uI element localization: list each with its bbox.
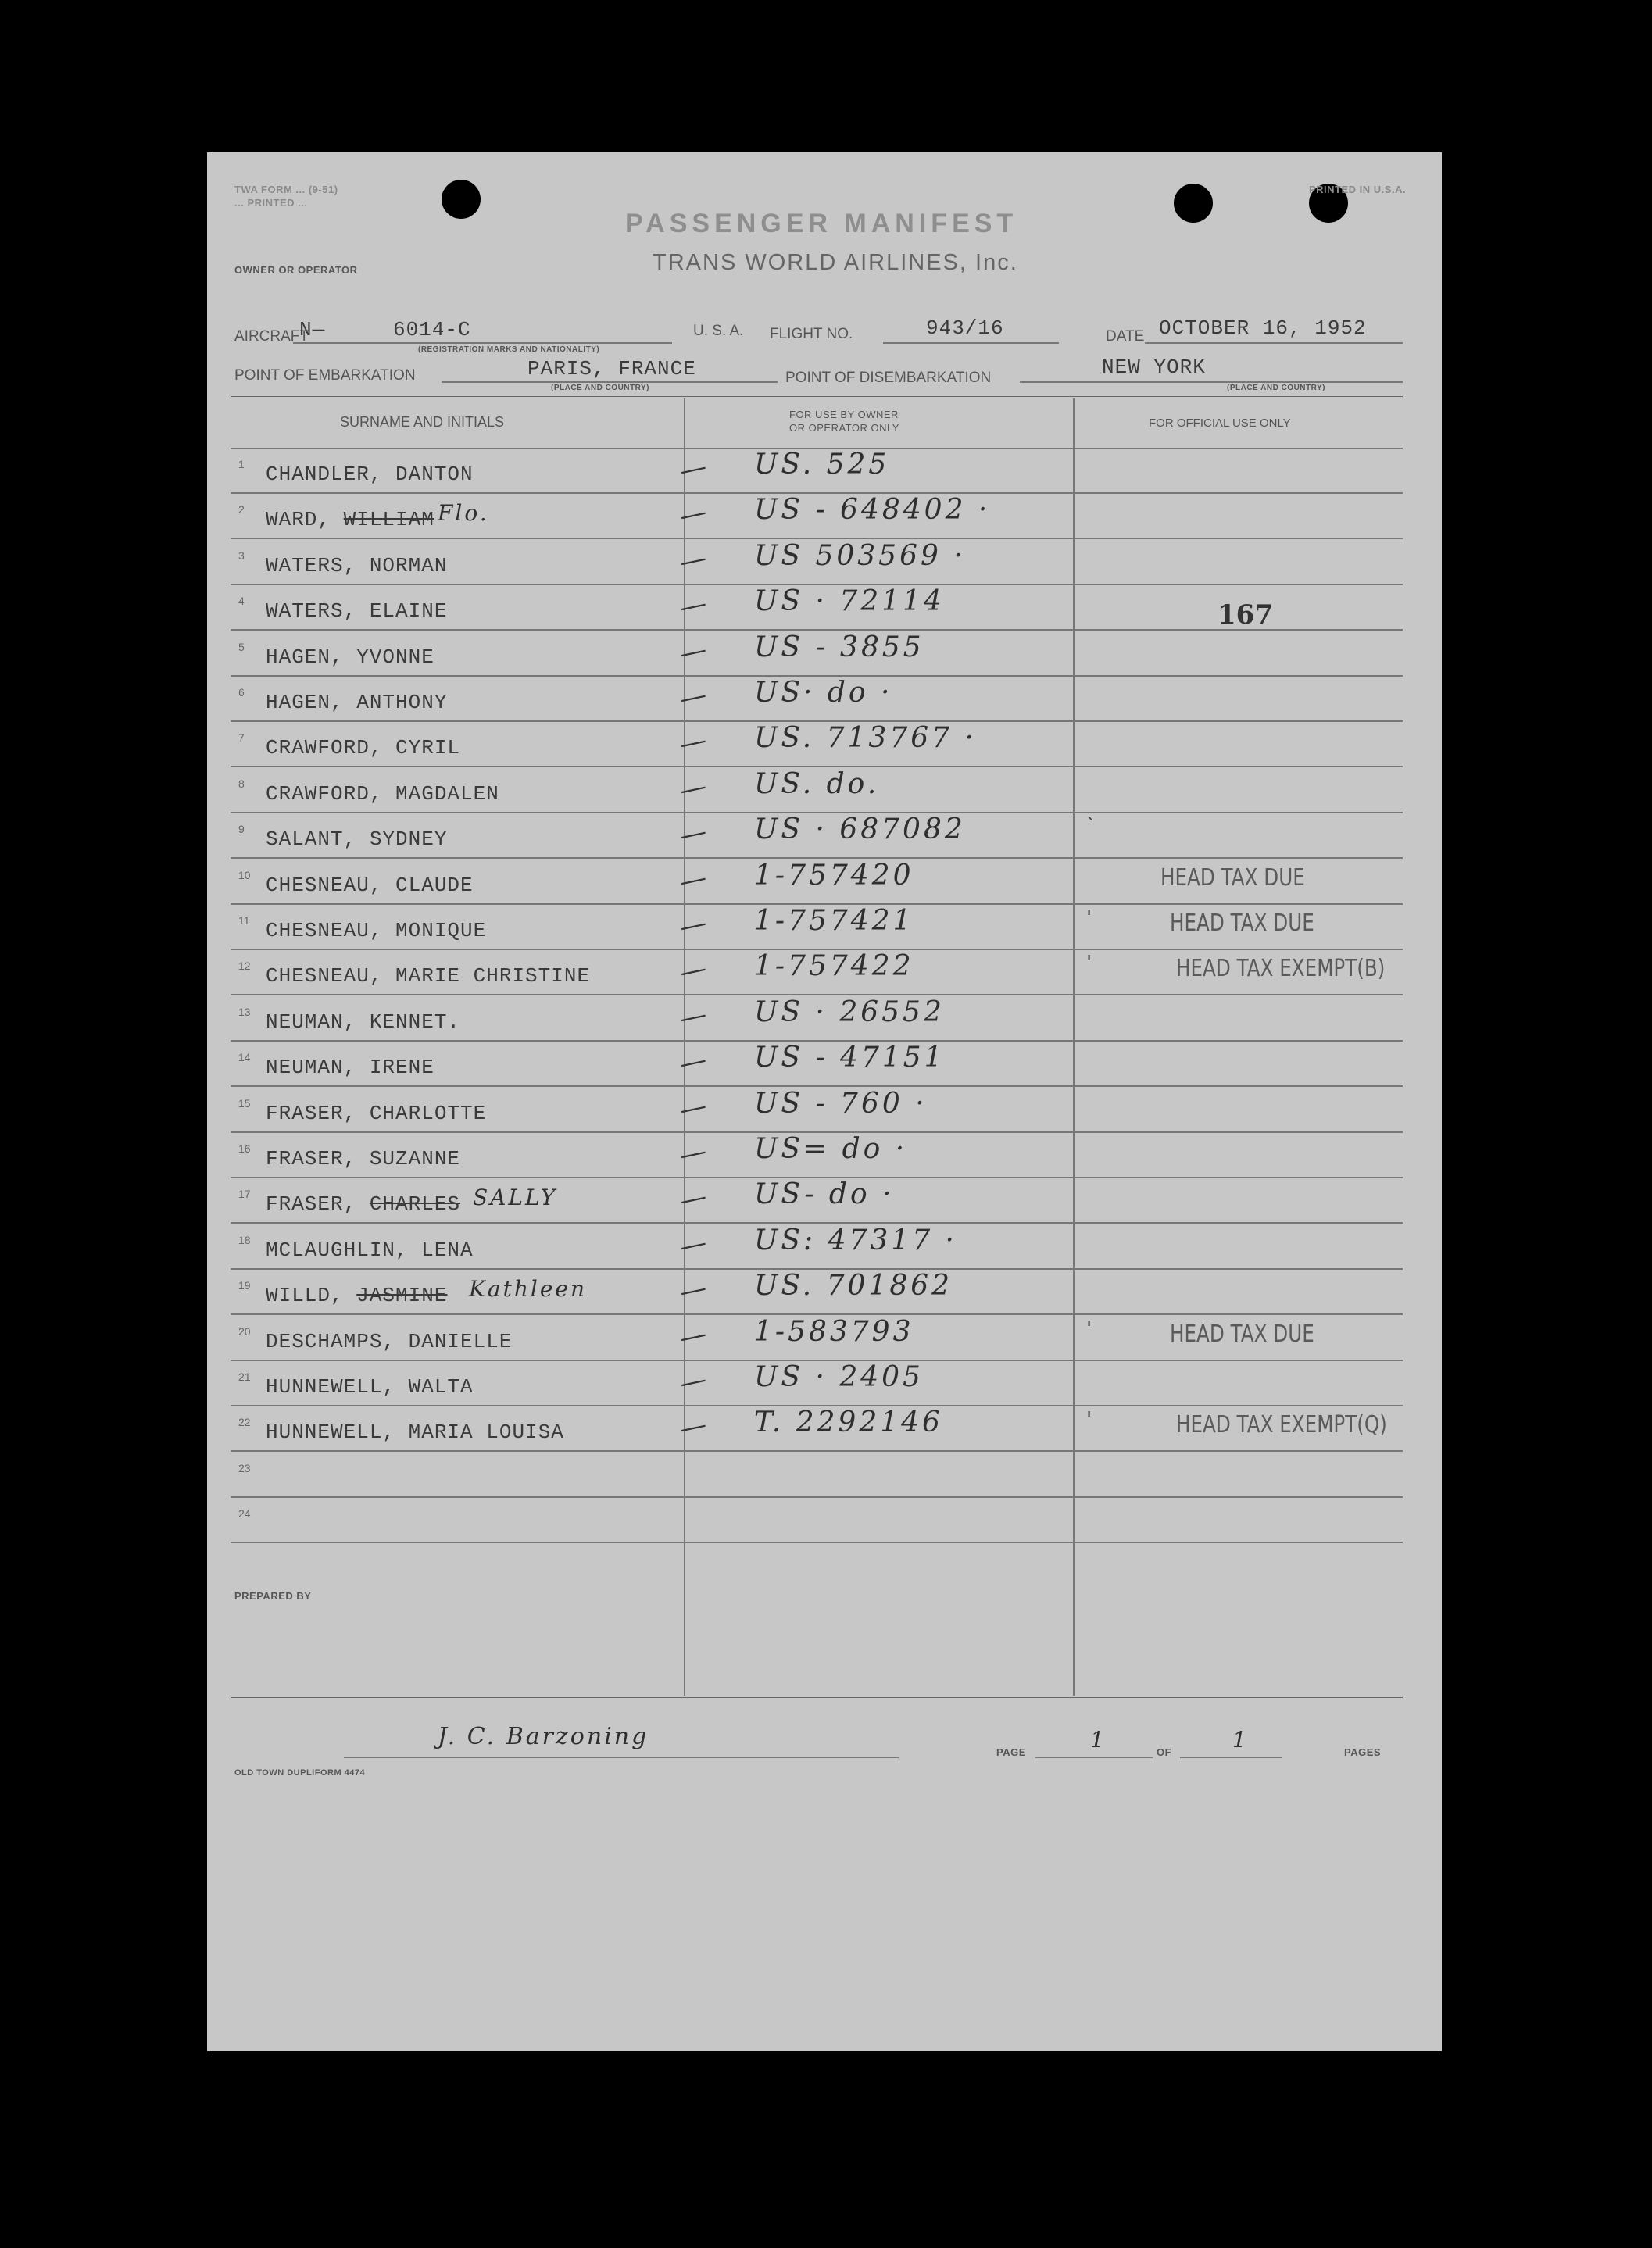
passport-number: US · 26552 bbox=[754, 995, 945, 1028]
official-stamp: HEAD TAX DUE bbox=[1170, 910, 1314, 937]
passport-number: 1-583793 bbox=[754, 1315, 914, 1348]
pages-label: PAGES bbox=[1344, 1746, 1382, 1758]
tick-mark: ` bbox=[1086, 815, 1096, 839]
passenger-name: WARD, WILLIAM bbox=[266, 508, 434, 532]
passport-number: T. 2292146 bbox=[754, 1406, 943, 1439]
official-stamp: HEAD TAX EXEMPT(Q) bbox=[1176, 1411, 1387, 1439]
flight-rule bbox=[883, 342, 1059, 344]
airline-name: TRANS WORLD AIRLINES, Inc. bbox=[653, 250, 1018, 275]
passport-number: US - 3855 bbox=[754, 631, 924, 663]
col-surname-header: SURNAME AND INITIALS bbox=[340, 414, 505, 430]
check-dash: — bbox=[677, 952, 710, 989]
check-dash: — bbox=[677, 1226, 710, 1263]
official-number: 167 bbox=[1218, 599, 1273, 631]
date-label: DATE bbox=[1106, 328, 1145, 345]
row-rule bbox=[231, 1542, 1403, 1543]
passenger-name: MCLAUGHLIN, LENA bbox=[266, 1238, 474, 1262]
of-rule bbox=[1180, 1757, 1282, 1758]
check-dash: — bbox=[677, 678, 710, 716]
struck-name: JASMINE bbox=[356, 1284, 448, 1308]
check-dash: — bbox=[677, 541, 710, 578]
passenger-name: SALANT, SYDNEY bbox=[266, 827, 448, 852]
aircraft-label: AIRCRAFT bbox=[234, 328, 309, 345]
check-dash: — bbox=[677, 1044, 710, 1081]
passport-number: US · 687082 bbox=[754, 813, 966, 846]
passport-number: 1-757420 bbox=[754, 859, 914, 892]
check-dash: — bbox=[677, 906, 710, 944]
embark-rule bbox=[442, 381, 778, 383]
form-title: PASSENGER MANIFEST bbox=[625, 209, 1018, 238]
passenger-name: HUNNEWELL, WALTA bbox=[266, 1375, 474, 1399]
passenger-name: NEUMAN, IRENE bbox=[266, 1056, 434, 1080]
passport-number: US. 701862 bbox=[754, 1270, 953, 1303]
passport-number: US. do. bbox=[754, 767, 880, 800]
struck-name: CHARLES bbox=[369, 1192, 461, 1217]
form-code: OLD TOWN DUPLIFORM 4474 bbox=[234, 1768, 366, 1778]
passenger-name: CRAWFORD, MAGDALEN bbox=[266, 781, 499, 806]
struck-name: WILLIAM bbox=[343, 508, 434, 532]
check-dash: — bbox=[677, 1317, 710, 1354]
passenger-name: FRASER, SUZANNE bbox=[266, 1147, 461, 1170]
check-dash: — bbox=[677, 998, 710, 1035]
place-note-embark: (PLACE AND COUNTRY) bbox=[551, 384, 649, 392]
passport-number: 1-757422 bbox=[754, 950, 914, 983]
check-dash: — bbox=[677, 861, 710, 898]
check-dash: — bbox=[677, 1089, 710, 1126]
corner-print-left-1: TWA FORM ... (9-51) bbox=[234, 184, 338, 195]
passenger-name: HUNNEWELL, MARIA LOUISA bbox=[266, 1421, 564, 1445]
check-dash: — bbox=[677, 450, 710, 488]
disembark-label: POINT OF DISEMBARKATION bbox=[785, 370, 992, 386]
row-number: 5 bbox=[238, 640, 245, 653]
row-number: 24 bbox=[238, 1507, 251, 1521]
aircraft-rule bbox=[293, 342, 672, 344]
disembark-rule bbox=[1020, 381, 1403, 383]
passport-number: US - 760 · bbox=[754, 1087, 928, 1120]
check-dash: — bbox=[677, 770, 710, 806]
check-dash: — bbox=[677, 588, 710, 624]
row-number: 16 bbox=[238, 1142, 251, 1155]
passport-number: US- do · bbox=[754, 1178, 895, 1211]
passenger-name: FRASER, CHARLES bbox=[266, 1192, 461, 1217]
check-dash: — bbox=[677, 724, 710, 761]
tick-mark: ' bbox=[1086, 952, 1092, 976]
page-label: PAGE bbox=[996, 1746, 1026, 1758]
row-number: 18 bbox=[238, 1233, 251, 1246]
punch-hole-center bbox=[1174, 184, 1213, 223]
embark-value: PARIS, FRANCE bbox=[527, 357, 696, 381]
row-number: 21 bbox=[238, 1371, 251, 1383]
passenger-name: DESCHAMPS, DANIELLE bbox=[266, 1329, 513, 1353]
row-number: 13 bbox=[238, 1005, 251, 1018]
check-dash: — bbox=[677, 1181, 710, 1217]
date-value: OCTOBER 16, 1952 bbox=[1159, 316, 1367, 340]
row-number: 9 bbox=[238, 823, 245, 836]
flight-value: 943/16 bbox=[926, 316, 1004, 340]
handwritten-correction: Flo. bbox=[438, 500, 489, 527]
row-number: 10 bbox=[238, 868, 251, 881]
row-number: 12 bbox=[238, 960, 251, 973]
page-rule bbox=[1035, 1757, 1153, 1758]
passenger-name: WATERS, NORMAN bbox=[266, 553, 448, 577]
check-dash: — bbox=[677, 1135, 710, 1172]
passport-number: US. 713767 · bbox=[754, 722, 977, 755]
passenger-name: CHESNEAU, MONIQUE bbox=[266, 919, 487, 942]
row-number: 1 bbox=[238, 458, 245, 470]
passenger-name: NEUMAN, KENNET. bbox=[266, 1010, 461, 1034]
passenger-name: CHESNEAU, CLAUDE bbox=[266, 873, 474, 897]
passport-number: US= do · bbox=[754, 1133, 908, 1165]
row-number: 14 bbox=[238, 1051, 251, 1064]
check-dash: — bbox=[677, 1363, 710, 1400]
row-number: 8 bbox=[238, 777, 245, 790]
passenger-name: CHESNEAU, MARIE CHRISTINE bbox=[266, 964, 591, 988]
passport-number: 1-757421 bbox=[754, 905, 914, 937]
official-stamp: HEAD TAX DUE bbox=[1160, 863, 1305, 892]
passport-number: US - 47151 bbox=[754, 1042, 946, 1074]
passenger-name: WATERS, ELAINE bbox=[266, 599, 448, 624]
passport-number: US 503569 · bbox=[754, 539, 966, 572]
passport-number: US · 72114 bbox=[754, 585, 945, 618]
row-number: 17 bbox=[238, 1188, 251, 1201]
check-dash: — bbox=[677, 1272, 710, 1309]
date-rule bbox=[1145, 342, 1403, 344]
tick-mark: ' bbox=[1086, 906, 1092, 930]
handwritten-correction: Kathleen bbox=[469, 1276, 588, 1303]
check-dash: — bbox=[677, 496, 710, 533]
flight-label: FLIGHT NO. bbox=[770, 326, 853, 342]
col-official-header: FOR OFFICIAL USE ONLY bbox=[1149, 416, 1291, 430]
usa-label: U. S. A. bbox=[693, 323, 744, 339]
row-number: 11 bbox=[238, 914, 250, 927]
passenger-name: CRAWFORD, CYRIL bbox=[266, 736, 461, 760]
official-stamp: HEAD TAX DUE bbox=[1170, 1320, 1314, 1348]
passport-number: US: 47317 · bbox=[754, 1224, 957, 1256]
of-label: OF bbox=[1157, 1746, 1172, 1758]
passenger-name: WILLD, JASMINE bbox=[266, 1284, 448, 1308]
tick-mark: ' bbox=[1086, 1408, 1092, 1432]
tick-mark: ' bbox=[1086, 1317, 1092, 1341]
row-number: 23 bbox=[238, 1461, 251, 1474]
place-note-disembark: (PLACE AND COUNTRY) bbox=[1227, 384, 1325, 392]
page-value: 1 bbox=[1090, 1727, 1107, 1753]
corner-print-right: PRINTED IN U.S.A. bbox=[1309, 184, 1407, 195]
row-number: 2 bbox=[238, 503, 245, 516]
col-owner-header-2: OR OPERATOR ONLY bbox=[789, 422, 899, 434]
row-number: 4 bbox=[238, 595, 245, 608]
row-number: 7 bbox=[238, 731, 245, 745]
row-number: 6 bbox=[238, 686, 245, 699]
check-dash: — bbox=[677, 816, 710, 852]
passport-number: US - 648402 · bbox=[754, 494, 991, 527]
passport-number: US. 525 bbox=[754, 449, 890, 481]
row-number: 20 bbox=[238, 1324, 251, 1338]
punch-hole-left bbox=[442, 180, 481, 219]
passenger-name: HAGEN, YVONNE bbox=[266, 645, 434, 669]
row-number: 3 bbox=[238, 549, 245, 562]
disembark-value: NEW YORK bbox=[1102, 356, 1206, 379]
official-stamp: HEAD TAX EXEMPT(B) bbox=[1176, 955, 1386, 983]
check-dash: — bbox=[677, 1409, 710, 1446]
prepared-signature: J. C. Barzoning bbox=[438, 1723, 649, 1750]
aircraft-value: 6014-C bbox=[393, 318, 471, 341]
row-number: 19 bbox=[238, 1279, 251, 1292]
manifest-sheet bbox=[207, 152, 1442, 2051]
column-divider-2 bbox=[1073, 398, 1075, 1696]
row-number: 22 bbox=[238, 1416, 251, 1429]
aircraft-prefix: N— bbox=[299, 318, 326, 341]
of-value: 1 bbox=[1232, 1727, 1249, 1753]
embark-label: POINT OF EMBARKATION bbox=[234, 367, 416, 384]
row-rule bbox=[231, 1450, 1403, 1452]
prepared-rule bbox=[344, 1757, 899, 1758]
owner-label: OWNER OR OPERATOR bbox=[234, 264, 358, 276]
table-bottom-rule bbox=[231, 1696, 1403, 1698]
registration-note: (REGISTRATION MARKS AND NATIONALITY) bbox=[418, 345, 600, 354]
row-rule bbox=[231, 1496, 1403, 1498]
corner-print-left-2: ... PRINTED ... bbox=[234, 197, 308, 209]
check-dash: — bbox=[677, 633, 710, 670]
row-number: 15 bbox=[238, 1096, 251, 1110]
col-owner-header-1: FOR USE BY OWNER bbox=[789, 409, 899, 420]
passport-number: US· do · bbox=[754, 677, 893, 709]
prepared-label: PREPARED BY bbox=[234, 1590, 312, 1602]
passenger-name: HAGEN, ANTHONY bbox=[266, 691, 448, 714]
passport-number: US · 2405 bbox=[754, 1361, 924, 1393]
table-top-rule bbox=[231, 396, 1403, 398]
passenger-name: CHANDLER, DANTON bbox=[266, 463, 474, 486]
passenger-name: FRASER, CHARLOTTE bbox=[266, 1101, 487, 1125]
handwritten-correction: SALLY bbox=[473, 1185, 558, 1211]
